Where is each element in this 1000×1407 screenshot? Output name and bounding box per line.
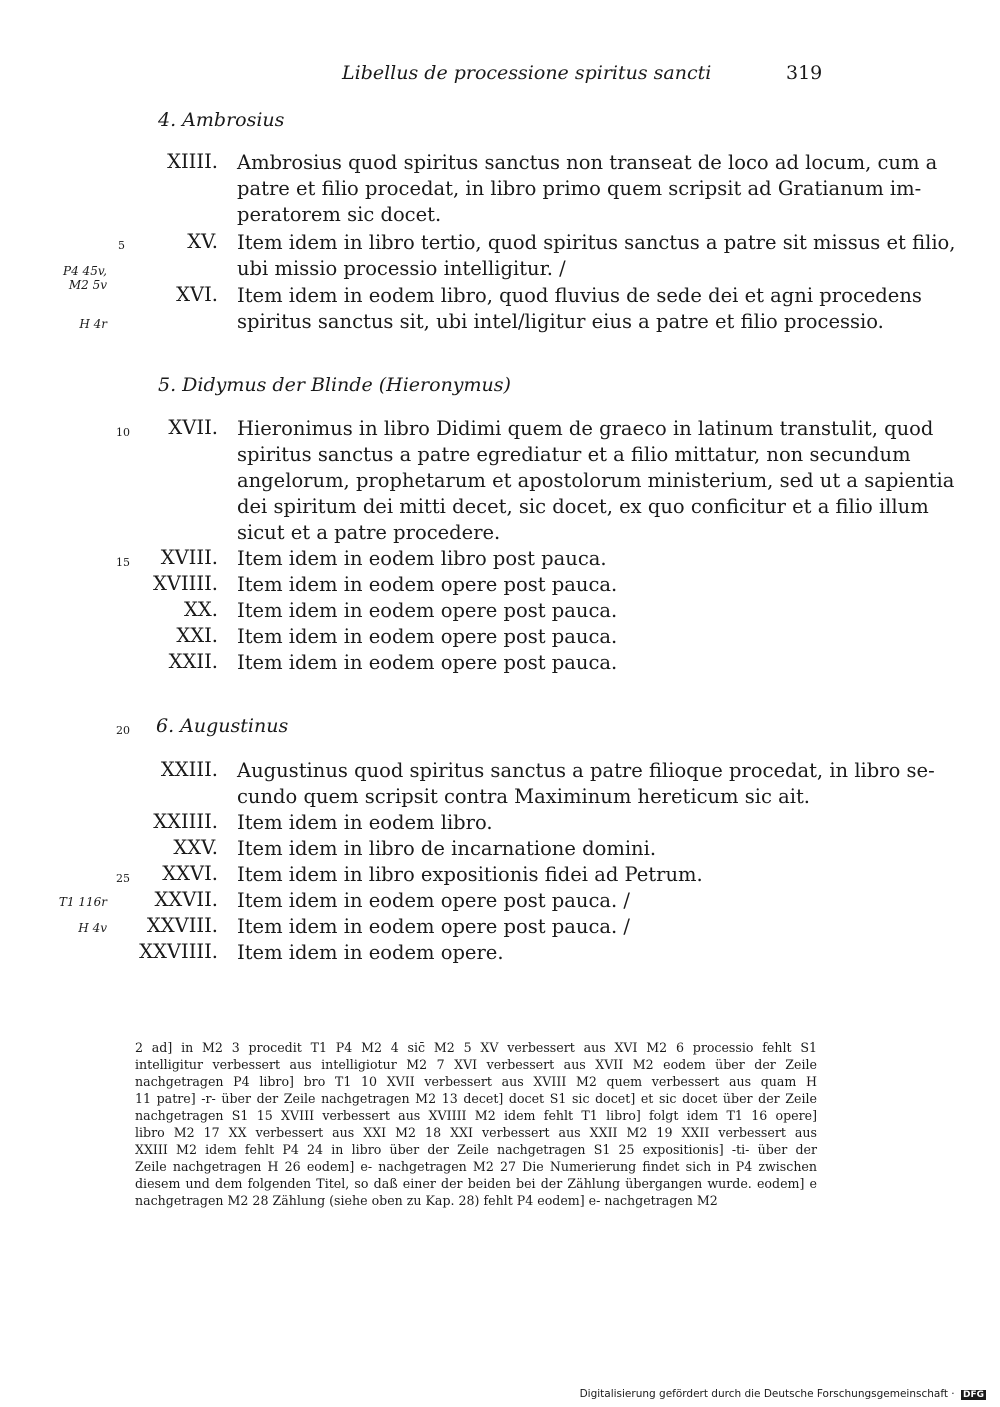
line-number: 25 xyxy=(116,872,130,885)
text-line: Item idem in eodem opere post pauca. xyxy=(237,573,618,596)
entry-text xyxy=(237,624,817,650)
text-line: Hieronimus in libro Didimi quem de graeco in latinum transtulit, quod xyxy=(237,417,934,440)
line-number: 20 xyxy=(116,724,130,737)
funding-credit-text: Digitalisierung gefördert durch die Deutsche Forschungsgemeinschaft xyxy=(579,1388,948,1400)
entry-number: XIIII. xyxy=(167,150,218,173)
text-line: Item idem in libro tertio, quod spiritus sanctus a patre sit missus et filio, xyxy=(237,231,956,254)
entry-text xyxy=(237,230,956,282)
entry-number: XXVII. xyxy=(154,888,218,911)
line-number: 10 xyxy=(116,426,130,439)
entry-text xyxy=(237,862,817,888)
text-line: spiritus sanctus a patre egrediatur et a filio mittatur, non secundum xyxy=(237,443,911,466)
text-line: Augustinus quod spiritus sanctus a patre filioque procedat, in libro se- xyxy=(237,759,935,782)
entry-text xyxy=(237,758,935,810)
entry-number: XXV. xyxy=(173,836,218,859)
critical-apparatus xyxy=(135,1039,817,1209)
apparatus-line: nachgetragen S1 15 XVIII verbessert aus XVIIII M2 idem fehlt T1 libro] folgt idem T1 16 opere] xyxy=(135,1108,817,1123)
text-line: Item idem in eodem opere post pauca. xyxy=(237,651,618,674)
entry-text xyxy=(237,572,817,598)
entry-number: XVIIII. xyxy=(153,572,218,595)
text-line: Item idem in eodem opere post pauca. xyxy=(237,599,618,622)
running-title: Libellus de processione spiritus sancti xyxy=(342,62,712,84)
page-number: 319 xyxy=(786,62,823,84)
text-line: Ambrosius quod spiritus sanctus non transeat de loco ad locum, cum a xyxy=(237,151,938,174)
apparatus-line: 11 patre] -r- über der Zeile nachgetragen M2 13 decet] docet S1 sic docet] et sic docet über der Zeile xyxy=(135,1091,817,1106)
text-line: Item idem in libro expositionis fidei ad Petrum. xyxy=(237,863,703,886)
text-line: ubi missio processio intelligitur. / xyxy=(237,257,566,280)
text-line: Item idem in eodem libro post pauca. xyxy=(237,547,607,570)
entry-text xyxy=(237,888,817,914)
entry-number: XXIIII. xyxy=(153,810,218,833)
entry-text xyxy=(237,546,817,572)
apparatus-line: 2 ad] in M2 3 procedit T1 P4 M2 4 sic̄ M2 5 XV verbessert aus XVI M2 6 processio fehlt S1 xyxy=(135,1040,817,1055)
entry-number: XXVIIII. xyxy=(139,940,218,963)
entry-number: XV. xyxy=(187,230,218,253)
section-title: 4. Ambrosius xyxy=(158,109,285,131)
text-line: patre et filio procedat, in libro primo quem scripsit ad Gratianum im- xyxy=(237,177,922,200)
text-line: Item idem in eodem opere post pauca. xyxy=(237,625,618,648)
section-title: 5. Didymus der Blinde (Hieronymus) xyxy=(158,374,511,396)
entry-number: XXIII. xyxy=(160,758,218,781)
entry-number: XXVI. xyxy=(162,862,218,885)
marginal-note: H 4v xyxy=(78,921,107,935)
entry-text xyxy=(237,914,817,940)
text-line: spiritus sanctus sit, ubi intel/ligitur eius a patre et filio processio. xyxy=(237,310,884,333)
apparatus-line: nachgetragen M2 28 Zählung (siehe oben zu Kap. 28) fehlt P4 eodem] e- nachgetragen M2 xyxy=(135,1193,718,1208)
entry-text xyxy=(237,810,817,836)
text-line: Item idem in eodem opere. xyxy=(237,941,504,964)
text-line: sicut et a patre procedere. xyxy=(237,521,501,544)
apparatus-line: libro M2 17 XX verbessert aus XXI M2 18 XXI verbessert aus XXII M2 19 XXII verbessert aus xyxy=(135,1125,817,1140)
text-line: dei spiritum dei mitti decet, sic docet, ex quo conficitur et a filio illum xyxy=(237,495,929,518)
entry-text xyxy=(237,940,817,966)
entry-number: XXII. xyxy=(168,650,218,673)
entry-number: XVII. xyxy=(168,416,218,439)
entry-text xyxy=(237,150,938,228)
entry-number: XX. xyxy=(184,598,218,621)
entry-text xyxy=(237,598,817,624)
funding-credit: Digitalisierung gefördert durch die Deutsche Forschungsgemeinschaft · DFG xyxy=(579,1388,984,1400)
entry-number: XXVIII. xyxy=(146,914,218,937)
entry-text xyxy=(237,283,922,335)
section-title: 6. Augustinus xyxy=(156,715,289,737)
apparatus-line: intelligitur verbessert aus intelligiotur M2 7 XVI verbessert aus XVII M2 eodem über der Zeile xyxy=(135,1057,817,1072)
marginal-note: T1 116r xyxy=(58,895,107,909)
marginal-note: P4 45v, xyxy=(63,264,107,278)
marginal-note: M2 5v xyxy=(68,278,107,292)
text-line: cundo quem scripsit contra Maximinum hereticum sic ait. xyxy=(237,785,811,808)
entry-number: XXI. xyxy=(176,624,218,647)
text-line: Item idem in libro de incarnatione domini. xyxy=(237,837,657,860)
text-line: Item idem in eodem opere post pauca. / xyxy=(237,915,630,938)
dfg-logo: DFG xyxy=(962,1390,984,1400)
entry-number: XVI. xyxy=(176,283,218,306)
entry-text xyxy=(237,836,817,862)
apparatus-line: XXIII M2 idem fehlt P4 24 in libro über der Zeile nachgetragen S1 25 expositionis] -ti- über der xyxy=(135,1142,817,1157)
entry-number: XVIII. xyxy=(160,546,218,569)
text-line: Item idem in eodem libro, quod fluvius de sede dei et agni procedens xyxy=(237,284,922,307)
apparatus-line: Zeile nachgetragen H 26 eodem] e- nachgetragen M2 27 Die Numerierung findet sich in P4 zwischen xyxy=(135,1159,817,1174)
line-number: 5 xyxy=(118,239,125,252)
line-number: 15 xyxy=(116,556,130,569)
entry-text xyxy=(237,650,817,676)
apparatus-line: nachgetragen P4 libro] bro T1 10 XVII verbessert aus XVIII M2 quem verbessert aus quam H xyxy=(135,1074,817,1089)
text-line: Item idem in eodem libro. xyxy=(237,811,493,834)
apparatus-line: diesem und dem folgenden Titel, so daß einer der beiden bei der Zählung übergangen wurde. eodem] e xyxy=(135,1176,817,1191)
entry-text xyxy=(237,416,955,546)
marginal-note: H 4r xyxy=(79,317,107,331)
text-line: peratorem sic docet. xyxy=(237,203,442,226)
text-line: angelorum, prophetarum et apostolorum ministerium, sed ut a sapientia xyxy=(237,469,955,492)
text-line: Item idem in eodem opere post pauca. / xyxy=(237,889,630,912)
